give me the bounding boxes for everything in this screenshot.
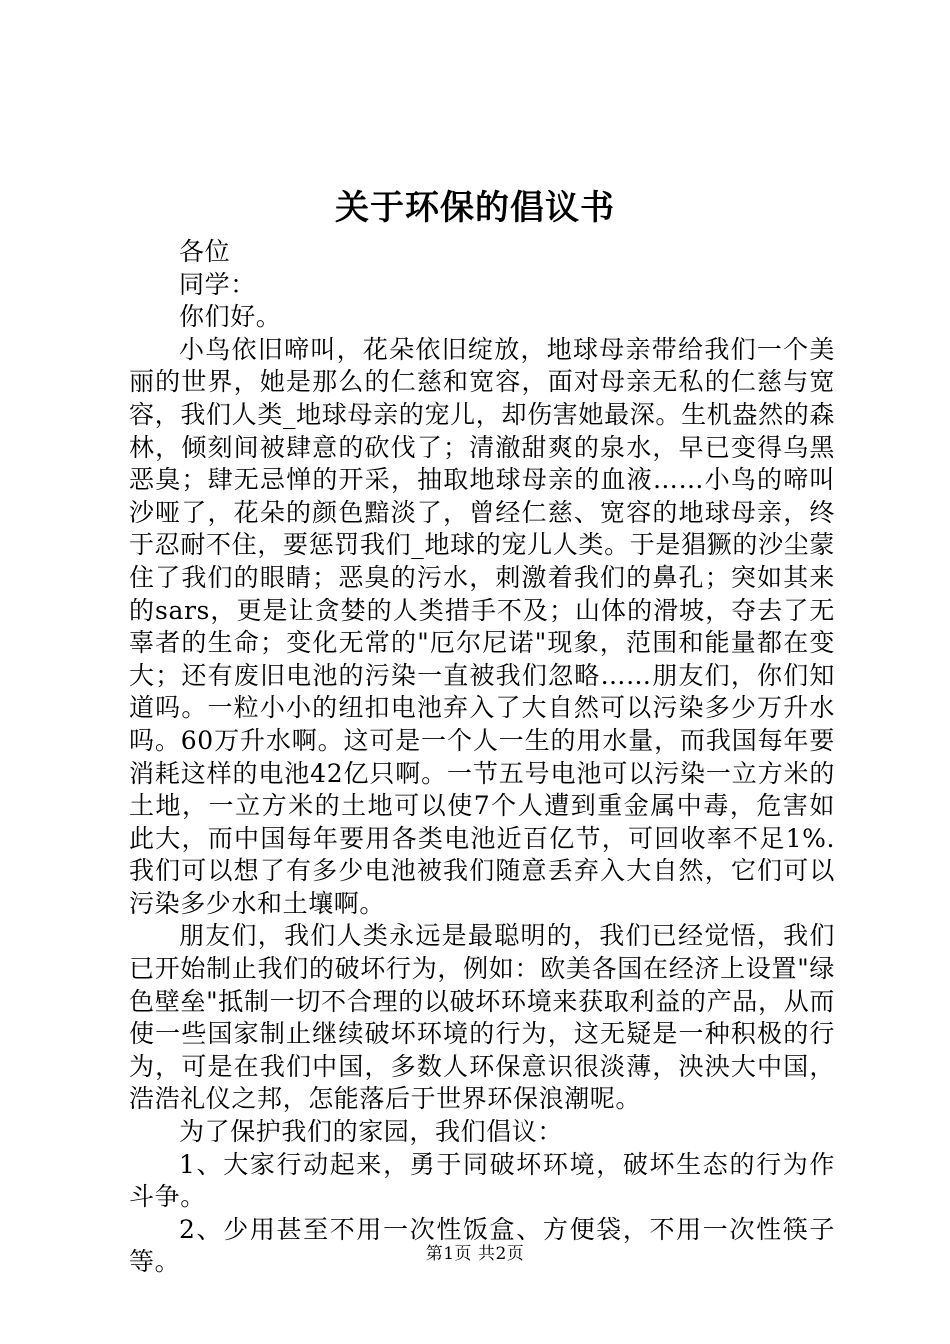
proposal-item: 1、大家行动起来，勇于同破坏环境，破坏生态的行为作斗争。 [129,1149,835,1212]
body-paragraph: 小鸟依旧啼叫，花朵依旧绽放，地球母亲带给我们一个美丽的世界，她是那么的仁慈和宽容，面对母亲无私的仁慈与宽容，我们人类_地球母亲的宠儿，却伤害她最深。生机盎然的森林，倾刻间被肆意的砍伐了；清澈甜爽的泉水，早已变得乌黑恶臭；肆无忌惮的开采，抽取地球母亲的血液……小鸟的啼叫沙哑了，花朵的颜色黯淡了，曾经仁慈、宽容的地球母亲，终于忍耐不住，要惩罚我们_地球的宠儿人类。于是猖獗的沙尘蒙住了我们的眼睛；恶臭的污水，刺激着我们的鼻孔；突如其来的sars，更是让贪婪的人类措手不及；山体的滑坡，夺去了无辜者的生命；变化无常的"厄尔尼诺"现象，范围和能量都在变大；还有废旧电池的污染一直被我们忽略……朋友们，你们知道吗。一粒小小的纽扣电池弃入了大自然可以污染多少万升水吗。60万升水啊。这可是一个人一生的用水量，而我国每年要消耗这样的电池42亿只啊。一节五号电池可以污染一立方米的土地，一立方米的土地可以使7个人遭到重金属中毒，危害如此大，而中国每年要用各类电池近百亿节，可回收率不足1%.我们可以想了有多少电池被我们随意丢弃入大自然，它们可以污染多少水和土壤啊。 [129,334,835,918]
page-number-footer: 第1页 共2页 [425,1244,525,1264]
document-title: 关于环保的倡议书 [335,188,615,228]
proposal-intro: 为了保护我们的家园，我们倡议： [179,1117,564,1147]
proposal-item: 2、少用甚至不用一次性饭盒、方便袋，不用一次性筷子等。 [129,1214,835,1277]
salutation-line-1: 各位 [179,237,231,266]
salutation-line-2: 同学： [179,269,256,299]
body-paragraph: 朋友们，我们人类永远是最聪明的，我们已经觉悟，我们已开始制止我们的破坏行为，例如：欧美各国在经济上设置"绿色壁垒"抵制一切不合理的以破坏环境来获取利益的产品，从而使一些国家制止继续破坏环境的行为，这无疑是一种积极的行为，可是在我们中国，多数人环保意识很淡薄，泱泱大中国，浩浩礼仪之邦，怎能落后于世界环保浪潮呢。 [129,921,835,1114]
document-body [129,236,835,1279]
greeting-line: 你们好。 [179,302,282,332]
